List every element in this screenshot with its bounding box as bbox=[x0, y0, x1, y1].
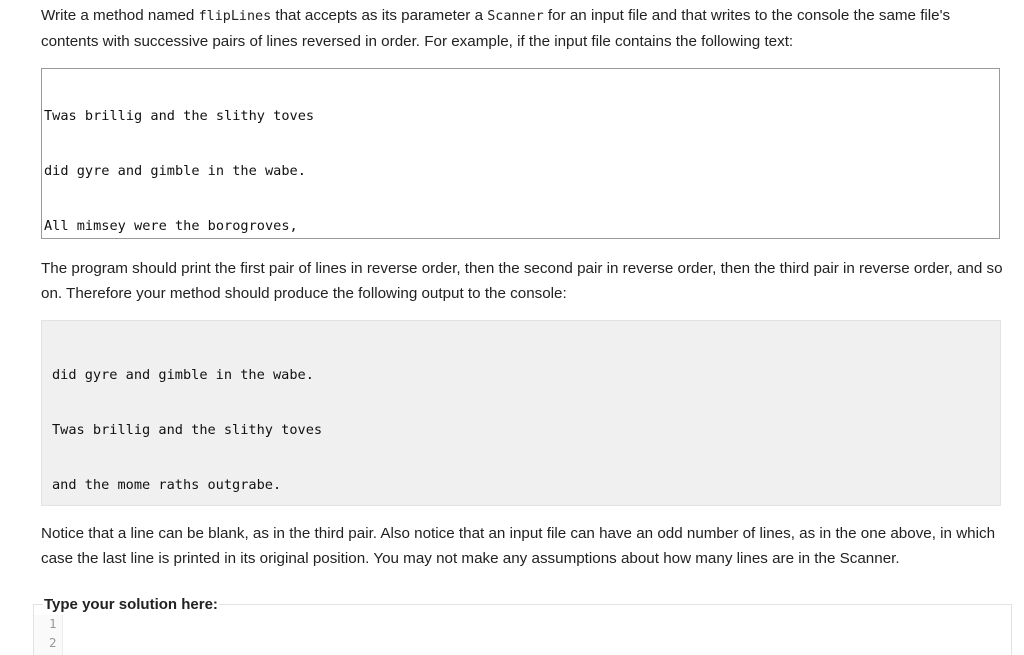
output-explanation: The program should print the first pair of lines in reverse order, then the second pair in reverse order, then the third pair in reverse order, and so on. Therefore your method should produce the following output to the console: bbox=[41, 260, 1003, 302]
line-number: 2 bbox=[49, 634, 57, 650]
problem-description bbox=[41, 3, 1006, 54]
input-line: Twas brillig and the slithy toves bbox=[44, 107, 315, 124]
description-text: that accepts as its parameter a bbox=[271, 7, 488, 24]
output-example-lines bbox=[52, 329, 388, 506]
input-line: All mimsey were the borogroves, bbox=[44, 218, 298, 235]
parameter-type-code: Scanner bbox=[487, 9, 544, 24]
input-example-box bbox=[41, 68, 1000, 239]
input-line: did gyre and gimble in the wabe. bbox=[44, 163, 306, 180]
line-number-gutter bbox=[34, 615, 63, 655]
output-example-box bbox=[41, 320, 1001, 506]
line-number: 1 bbox=[49, 616, 57, 631]
method-name-code: flipLines bbox=[198, 9, 272, 24]
description-text: for an input file and that writes to the console the same file's contents with successive pairs of lines reversed in order. For example, if the input file contains the following text: bbox=[41, 7, 951, 50]
input-example-lines bbox=[44, 70, 380, 239]
output-line: did gyre and gimble in the wabe. bbox=[52, 366, 314, 383]
solution-editor bbox=[33, 596, 1012, 655]
output-line: and the mome raths outgrabe. bbox=[52, 477, 282, 494]
solution-label: Type your solution here: bbox=[44, 596, 218, 613]
description-text: Write a method named bbox=[41, 7, 199, 24]
notes-paragraph: Notice that a line can be blank, as in the third pair. Also notice that an input file can have an odd number of lines, as in the one above, in which case the last line is printed in its original position. You may not make any assumptions about how many lines are in the Scanner. bbox=[41, 525, 996, 567]
code-input-area[interactable] bbox=[63, 615, 1011, 655]
output-line: Twas brillig and the slithy toves bbox=[52, 422, 323, 439]
